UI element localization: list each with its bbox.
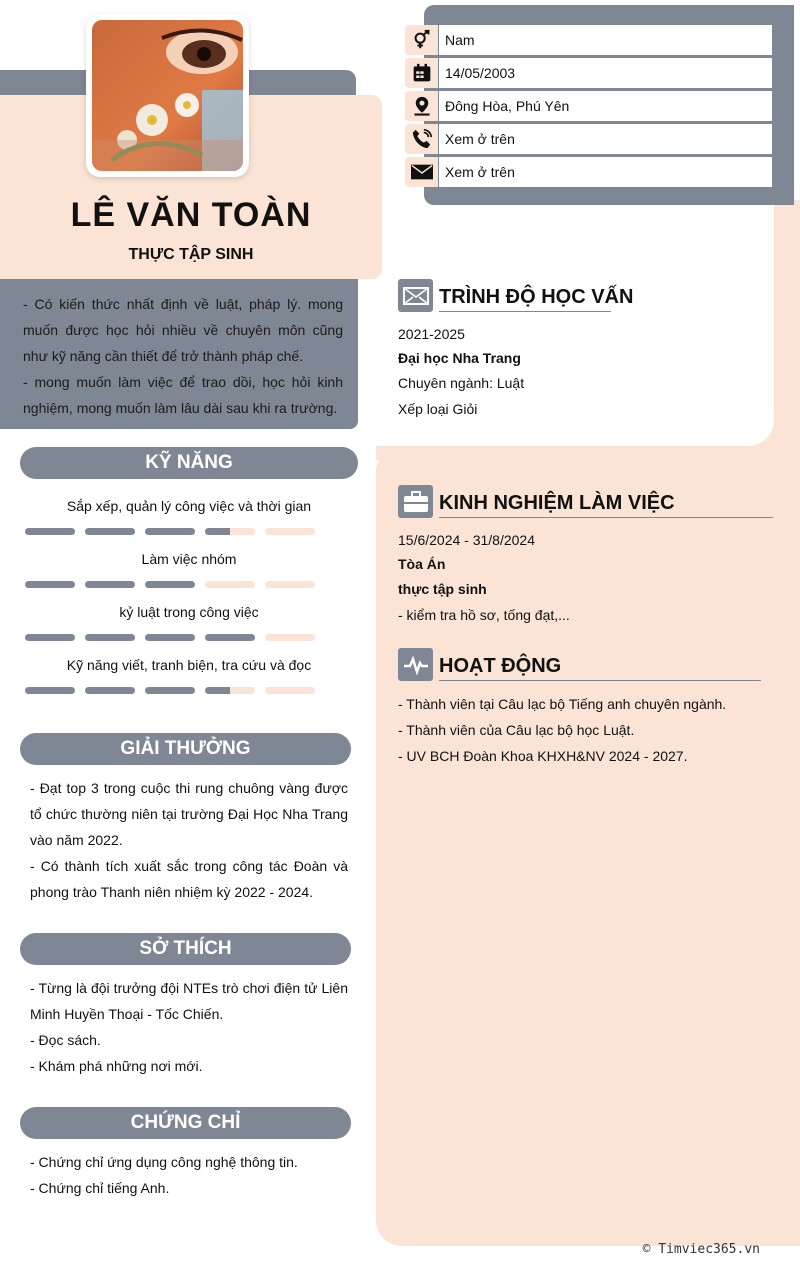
activities-heading: [398, 648, 761, 681]
education-heading: [398, 279, 634, 312]
skill-segment: [265, 581, 315, 588]
skill-segment: [265, 634, 315, 641]
experience-position: thực tập sinh: [398, 581, 487, 597]
education-period: 2021-2025: [398, 326, 465, 342]
gender-value: Nam: [439, 25, 772, 55]
education-major: Chuyên ngành: Luật: [398, 375, 525, 391]
activities-title: HOẠT ĐỘNG: [439, 655, 761, 681]
contact-phone: [405, 124, 772, 154]
experience-period: 15/6/2024 - 31/8/2024: [398, 532, 536, 548]
contact-email: [405, 157, 772, 187]
certificate-item: - Chứng chỉ ứng dụng công nghệ thông tin.: [30, 1154, 298, 1170]
awards-heading: GIẢI THƯỞNG: [20, 733, 351, 765]
skill-name: Sắp xếp, quản lý công việc và thời gian: [66, 498, 312, 514]
skill-segment: [145, 528, 195, 535]
skill-segment: [85, 634, 135, 641]
calendar-icon: [405, 58, 438, 88]
skill-segment: [85, 687, 135, 694]
skill-segment: [265, 687, 315, 694]
mail-icon: [398, 279, 433, 312]
skill-rating: [25, 528, 315, 535]
experience-company: Tòa Án: [398, 556, 446, 572]
contact-gender: [405, 25, 772, 55]
location-icon: [405, 91, 438, 121]
experience-heading: [398, 485, 773, 518]
skill-segment: [85, 581, 135, 588]
email-value: Xem ở trên: [439, 157, 772, 187]
hobby-item: - Từng là đội trưởng đội NTEs trò chơi điện tử Liên Minh Huyền Thoại - Tốc Chiến.: [30, 980, 348, 1022]
career-objective: [0, 279, 358, 429]
skill-segment: [85, 528, 135, 535]
skill-segment: [25, 634, 75, 641]
skill-rating: [25, 581, 315, 588]
activity-item: - Thành viên tại Câu lạc bộ Tiếng anh chuyên ngành.: [398, 696, 727, 712]
skill-name: Làm việc nhóm: [141, 551, 237, 567]
experience-title: KINH NGHIỆM LÀM VIỆC: [439, 492, 773, 518]
skill-segment: [205, 634, 255, 641]
skill-segment: [205, 528, 255, 535]
skill-segment: [25, 581, 75, 588]
award-item: - Đạt top 3 trong cuộc thi rung chuông vàng được tổ chức thường niên tại trường Đại Học Nha Trang vào năm 2022.: [30, 780, 348, 848]
award-item: - Có thành tích xuất sắc trong công tác Đoàn và phong trào Thanh niên nhiệm kỳ 2022 - 2024.: [30, 858, 348, 900]
skills-heading: KỸ NĂNG: [20, 447, 358, 479]
education-title: TRÌNH ĐỘ HỌC VẤN: [439, 286, 611, 312]
skill-name: Kỹ năng viết, tranh biện, tra cứu và đọc: [66, 657, 312, 673]
briefcase-icon: [398, 485, 433, 518]
activity-item: - UV BCH Đoàn Khoa KHXH&NV 2024 - 2027.: [398, 748, 688, 764]
copyright-text: © Timviec365.vn: [642, 1242, 760, 1257]
skill-segment: [265, 528, 315, 535]
hobby-item: - Khám phá những nơi mới.: [30, 1058, 203, 1074]
candidate-name: LÊ VĂN TOÀN: [70, 196, 312, 234]
contact-birthday: [405, 58, 772, 88]
address-value: Đông Hòa, Phú Yên: [439, 91, 772, 121]
avatar-photo: [92, 20, 243, 171]
birthday-value: 14/05/2003: [439, 58, 772, 88]
gender-icon: [405, 25, 438, 55]
hobby-item: - Đọc sách.: [30, 1032, 101, 1048]
phone-value: Xem ở trên: [439, 124, 772, 154]
certificates-heading: CHỨNG CHỈ: [20, 1107, 351, 1139]
job-title: THỰC TẬP SINH: [128, 246, 254, 263]
objective-paragraph: - Có kiến thức nhất định về luật, pháp lý. mong muốn được học hỏi nhiều về chuyên môn cũng như kỹ năng cần thiết để trở thành pháp chế.: [23, 296, 343, 364]
activity-item: - Thành viên của Câu lạc bộ học Luật.: [398, 722, 635, 738]
skill-segment: [145, 634, 195, 641]
contact-address: [405, 91, 772, 121]
skill-name: kỷ luật trong công việc: [119, 604, 259, 620]
phone-icon: [405, 124, 438, 154]
objective-paragraph: - mong muốn làm việc để trao dồi, học hỏi kinh nghiệm, mong muốn làm lâu dài sau khi ra trường.: [23, 374, 343, 416]
skill-rating: [25, 687, 315, 694]
experience-description: - kiểm tra hồ sơ, tống đạt,...: [398, 607, 570, 623]
skill-segment: [25, 528, 75, 535]
skill-segment: [205, 581, 255, 588]
pulse-icon: [398, 648, 433, 681]
education-rank: Xếp loại Giỏi: [398, 401, 478, 417]
skill-segment: [25, 687, 75, 694]
skill-segment: [145, 581, 195, 588]
skill-segment: [145, 687, 195, 694]
avatar: [86, 14, 249, 177]
education-school: Đại học Nha Trang: [398, 350, 521, 366]
skill-segment: [205, 687, 255, 694]
skill-rating: [25, 634, 315, 641]
certificate-item: - Chứng chỉ tiếng Anh.: [30, 1180, 170, 1196]
mail-icon: [405, 157, 438, 187]
hobbies-heading: SỞ THÍCH: [20, 933, 351, 965]
